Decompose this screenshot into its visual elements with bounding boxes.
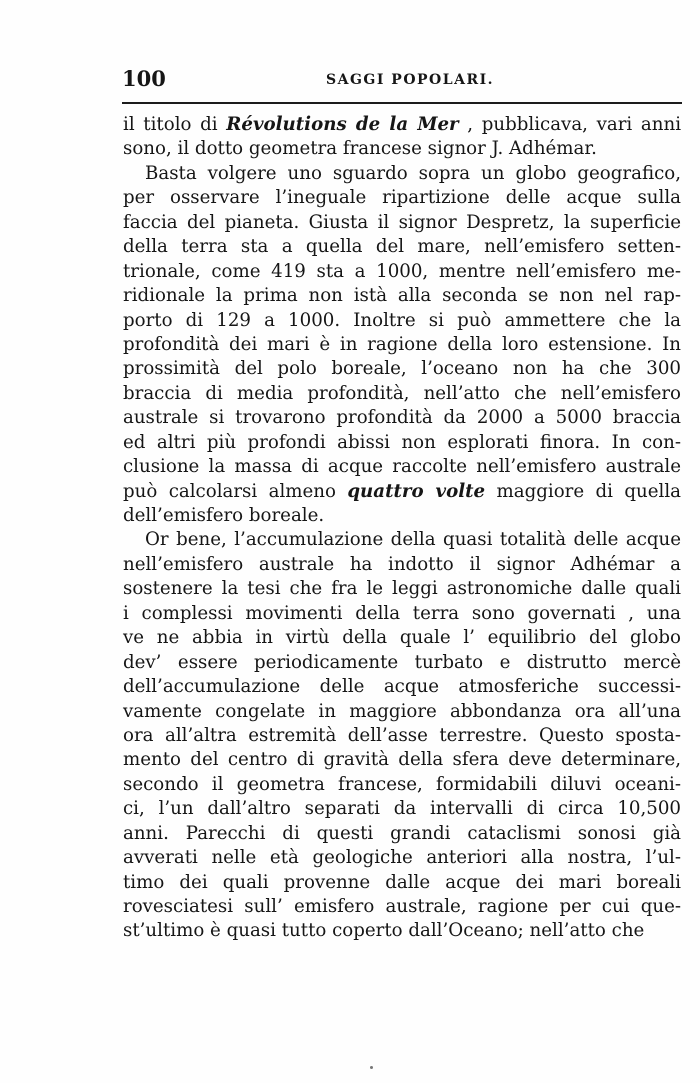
text-line: secondo il geometra francese, formidabili diluvi oceani- (123, 773, 681, 795)
text-line: ci, l’un dall’altro separati da intervalli di circa 10,500 (123, 798, 681, 820)
text-line: prossimità del polo boreale, l’oceano non ha che 300 (123, 358, 681, 380)
text-line: i complessi movimenti della terra sono governati , una (123, 602, 681, 624)
text-line: braccia di media profondità, nell’atto che nell’emisfero (123, 382, 681, 404)
text-line: dell’accumulazione delle acque atmosferiche successi- (123, 676, 681, 698)
text-line: vamente congelate in maggiore abbondanza ora all’una (123, 700, 681, 722)
text-line: avverati nelle età geologiche anteriori alla nostra, l’ul- (123, 847, 681, 869)
text-line: porto di 129 a 1000. Inoltre si può ammettere che la (123, 309, 681, 331)
running-title: SAGGI POPOLARI. (326, 72, 495, 88)
text-line: trionale, come 419 sta a 1000, mentre nell’emisfero me- (123, 260, 681, 282)
text-line: dell’emisfero boreale. (123, 505, 325, 526)
text-line: sostenere la tesi che fra le leggi astronomiche dalle quali (123, 578, 681, 600)
text-line: sono, il dotto geometra francese signor J. Adhémar. (123, 138, 597, 160)
text-line: ora all’altra estremità dell’asse terrestre. Questo sposta- (123, 724, 681, 746)
line-text: maggiore di quella (485, 480, 681, 502)
italic-phrase: Révolutions de la Mer (226, 114, 459, 135)
text-line: profondità dei mari è in ragione della loro estensione. In (123, 333, 681, 355)
text-line: faccia del pianeta. Giusta il signor Despretz, la superficie (123, 211, 681, 233)
text-line: mento del centro di gravità della sfera deve determinare, (123, 749, 681, 771)
text-line (123, 113, 681, 137)
page-number: 100 (122, 66, 166, 91)
text-line: per osservare l’ineguale ripartizione delle acque sulla (123, 187, 681, 209)
text-line: Basta volgere uno sguardo sopra un globo geografico, (145, 162, 681, 184)
text-line: Or bene, l’accumulazione della quasi totalità delle acque (145, 529, 681, 551)
text-line: dev’ essere periodicamente turbato e distrutto mercè (123, 651, 681, 673)
text-line (123, 480, 681, 504)
body-text (123, 113, 681, 944)
text-line: australe si trovarono profondità da 2000 a 5000 braccia (123, 407, 681, 429)
text-line: ed altri più profondi abissi non esplorati finora. In con- (123, 431, 681, 453)
line-text: il titolo di (123, 114, 227, 135)
page-header (122, 66, 682, 92)
text-line: nell’emisfero australe ha indotto il signor Adhémar a (123, 553, 681, 575)
page-speck (370, 1066, 373, 1069)
text-line: della terra sta a quella del mare, nell’emisfero setten- (123, 236, 681, 258)
line-text: , pubblicava, vari anni (458, 114, 682, 135)
header-rule (122, 102, 682, 104)
text-line: anni. Parecchi di questi grandi cataclismi sonosi già (123, 822, 681, 844)
text-line: rovesciatesi sull’ emisfero australe, ragione per cui que- (123, 896, 681, 917)
line-text: può calcolarsi almeno (123, 480, 348, 502)
text-line: clusione la massa di acque raccolte nell’emisfero australe (123, 456, 681, 478)
text-line: timo dei quali provenne dalle acque dei mari boreali (123, 871, 681, 893)
text-line: ve ne abbia in virtù della quale l’ equilibrio del globo (123, 627, 681, 649)
italic-phrase: quattro volte (347, 480, 486, 502)
text-line: ridionale la prima non istà alla seconda se non nel rap- (123, 285, 681, 307)
text-line: st’ultimo è quasi tutto coperto dall’Oceano; nell’atto che (123, 920, 645, 942)
